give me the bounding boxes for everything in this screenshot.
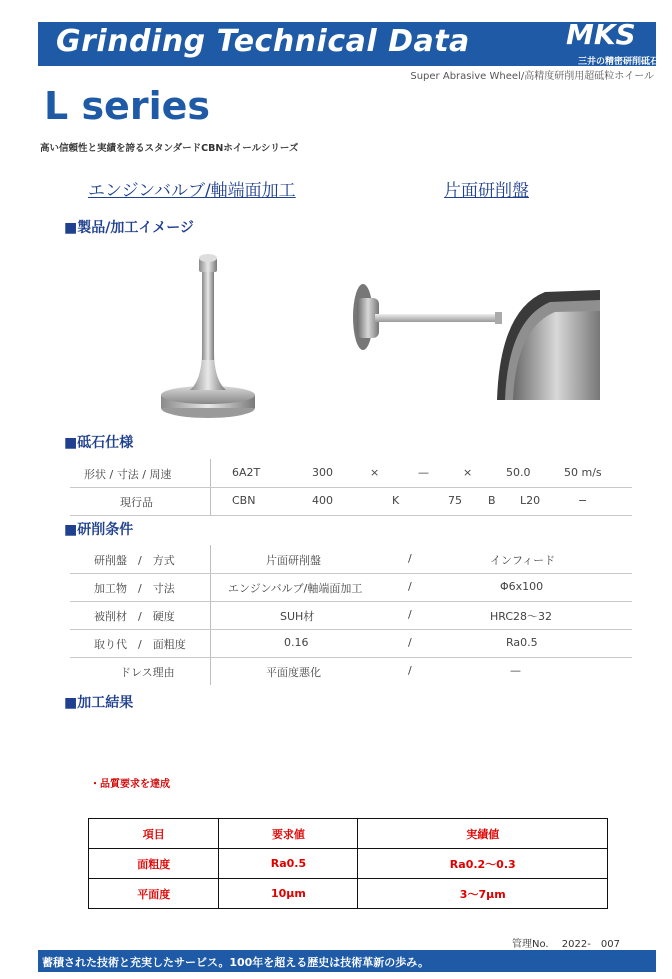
condition-row — [70, 657, 632, 685]
result-note: ・品質要求を達成 — [90, 779, 170, 790]
result-table — [88, 818, 608, 909]
condition-value: エンジンバルブ/軸端面加工 — [228, 582, 363, 595]
management-label: 管理No. — [512, 939, 549, 950]
table-cell: 10μm — [219, 879, 358, 909]
condition-value: インフィード — [490, 554, 556, 567]
section-conditions-heading: ■研削条件 — [64, 522, 134, 538]
spec-value: — — [418, 466, 429, 479]
table-header-row — [89, 819, 608, 849]
condition-label: ドレス理由 — [120, 666, 175, 679]
spec-value: L20 — [520, 494, 541, 507]
series-title: L series — [44, 84, 210, 128]
management-number — [512, 935, 620, 950]
spec-label: 現行品 — [120, 496, 153, 509]
spec-value: 50.0 — [506, 466, 531, 479]
spec-value: 50 m/s — [564, 466, 602, 479]
spec-value: K — [392, 494, 400, 507]
footer-text: 蓄積された技術と充実したサービス。100年を超える歴史は技術革新の歩み。 — [42, 956, 429, 969]
table-cell: Ra0.2～0.3 — [358, 849, 608, 879]
condition-separator: / — [408, 552, 412, 565]
machine-label: 片面研削盤 — [444, 181, 529, 201]
brand-logo: MKS — [566, 18, 636, 51]
header-title: Grinding Technical Data — [56, 24, 470, 59]
condition-value: Ra0.5 — [506, 636, 538, 649]
spec-row — [70, 487, 632, 516]
condition-value: 平面度悪化 — [266, 666, 321, 679]
table-header-cell: 項目 — [89, 819, 219, 849]
condition-value: Φ6x100 — [500, 580, 544, 593]
spec-value: − — [578, 494, 588, 507]
table-header-cell: 要求値 — [219, 819, 358, 849]
condition-separator: / — [408, 608, 412, 621]
condition-row — [70, 601, 632, 630]
condition-label: 加工物 / 寸法 — [94, 582, 175, 595]
spec-label: 形状 / 寸法 / 周速 — [84, 468, 172, 481]
condition-value: HRC28～32 — [490, 610, 553, 623]
spec-value: × — [463, 466, 473, 479]
section-wheel-spec-heading: ■砥石仕様 — [64, 435, 134, 451]
spec-value: B — [488, 494, 496, 507]
grinding-illustration — [345, 280, 605, 405]
management-value: 2022- 007 — [561, 939, 620, 950]
table-cell: 3～7μm — [358, 879, 608, 909]
condition-value: 0.16 — [284, 636, 309, 649]
table-cell: 平面度 — [89, 879, 219, 909]
spec-row — [70, 459, 632, 488]
spec-value: 6A2T — [232, 466, 261, 479]
tagline: 高い信頼性と実績を誇るスタンダードCBNホイールシリーズ — [40, 143, 299, 154]
application-label: エンジンバルブ/軸端面加工 — [88, 181, 296, 201]
brand-logo-subtitle: 三井の精密研削砥石 — [578, 57, 660, 67]
condition-separator: / — [408, 580, 412, 593]
condition-separator: / — [408, 636, 412, 649]
table-row — [89, 849, 608, 879]
spec-value: × — [370, 466, 380, 479]
condition-label: 被削材 / 硬度 — [94, 610, 175, 623]
spec-value: 75 — [448, 494, 462, 507]
section-results-heading: ■加工結果 — [64, 695, 134, 711]
table-header-cell: 実績値 — [358, 819, 608, 849]
condition-label: 取り代 / 面粗度 — [94, 638, 186, 651]
header-subtitle: Super Abrasive Wheel/高精度研削用超砥粒ホイール — [410, 71, 654, 82]
condition-label: 研削盤 / 方式 — [94, 554, 175, 567]
spec-value: 400 — [312, 494, 333, 507]
table-cell: 面粗度 — [89, 849, 219, 879]
condition-row — [70, 573, 632, 602]
table-row — [89, 879, 608, 909]
spec-value: 300 — [312, 466, 333, 479]
condition-row — [70, 545, 632, 574]
condition-value: — — [510, 664, 521, 677]
section-image-heading: ■製品/加工イメージ — [64, 220, 194, 236]
spec-value: CBN — [232, 494, 256, 507]
condition-value: SUH材 — [280, 610, 315, 623]
condition-separator: / — [408, 664, 412, 677]
condition-row — [70, 629, 632, 658]
valve-illustration — [150, 240, 270, 420]
table-cell: Ra0.5 — [219, 849, 358, 879]
condition-value: 片面研削盤 — [266, 554, 321, 567]
